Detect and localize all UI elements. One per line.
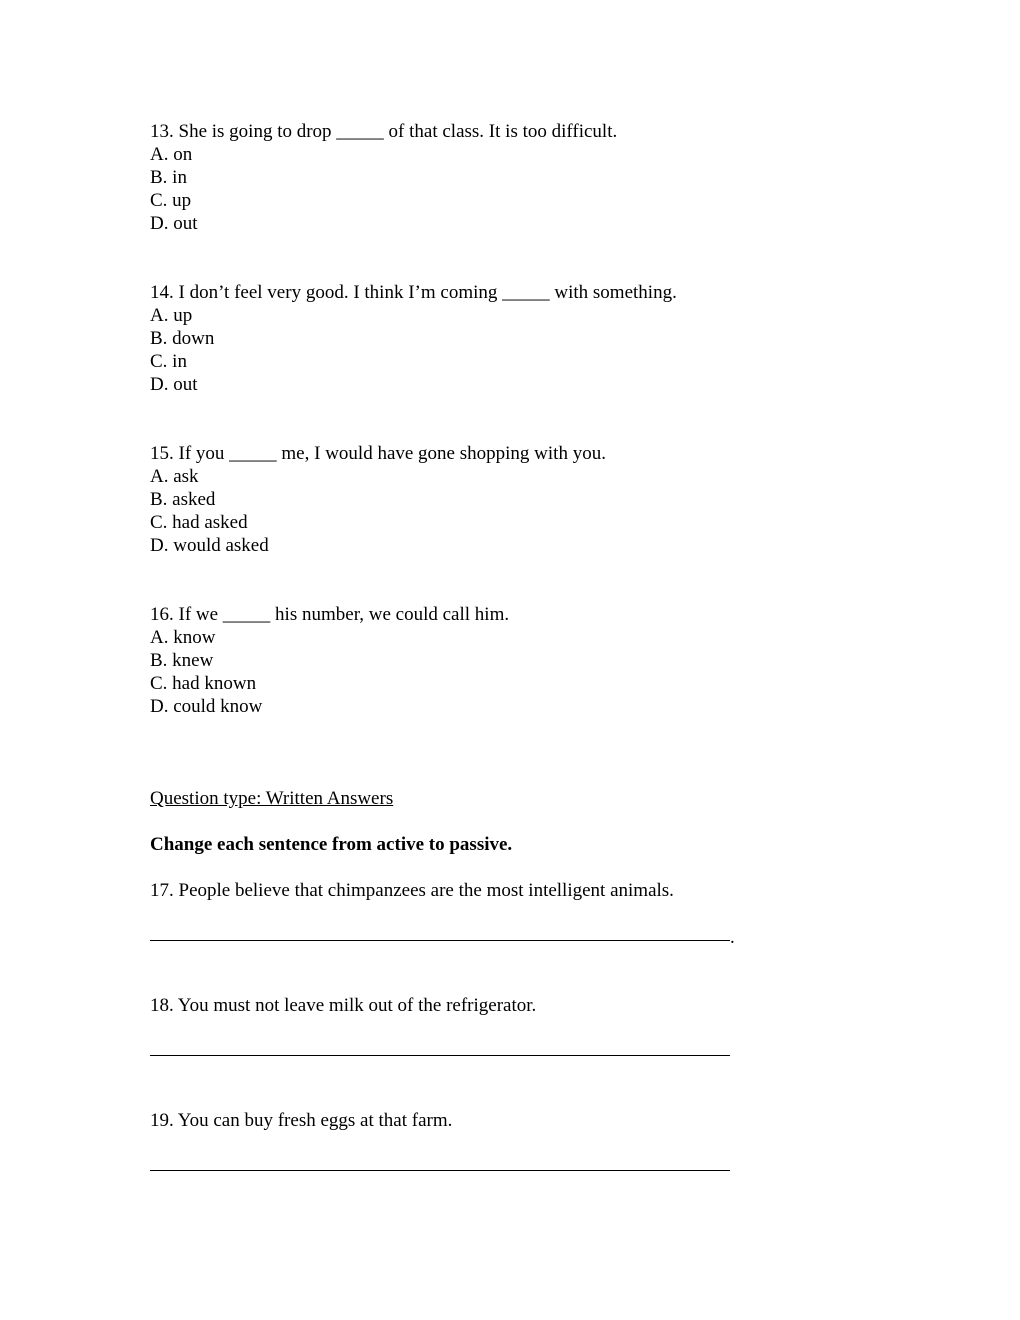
option-d: D. out [150, 374, 198, 395]
option-b: B. asked [150, 489, 216, 510]
option-b: B. in [150, 167, 187, 188]
option-d: D. out [150, 213, 198, 234]
question-17-text: 17. People believe that chimpanzees are the most intelligent animals. [150, 880, 674, 901]
option-a: A. up [150, 305, 193, 326]
option-c: C. had known [150, 673, 257, 694]
answer-rule [150, 1055, 730, 1056]
question-text: 14. I don’t feel very good. I think I’m coming _____ with something. [150, 282, 677, 303]
question-type-label: Question type: Written Answers [150, 788, 394, 809]
option-a: A. know [150, 627, 216, 648]
question-text: 16. If we _____ his number, we could call him. [150, 604, 510, 625]
option-d: D. would asked [150, 535, 269, 556]
option-c: C. up [150, 190, 192, 211]
option-a: A. ask [150, 466, 199, 487]
question-text: 13. She is going to drop _____ of that class. It is too difficult. [150, 121, 618, 142]
question-13 [150, 120, 617, 235]
question-18-text: 18. You must not leave milk out of the refrigerator. [150, 995, 537, 1016]
section-instruction: Change each sentence from active to passive. [150, 834, 513, 855]
question-16 [150, 603, 509, 718]
end-mark: . [730, 927, 735, 948]
question-text: 15. If you _____ me, I would have gone shopping with you. [150, 443, 606, 464]
option-b: B. down [150, 328, 215, 349]
option-a: A. on [150, 144, 193, 165]
option-b: B. knew [150, 650, 214, 671]
question-19-text: 19. You can buy fresh eggs at that farm. [150, 1110, 453, 1131]
option-c: C. had asked [150, 512, 248, 533]
question-14 [150, 281, 677, 396]
option-d: D. could know [150, 696, 263, 717]
option-c: C. in [150, 351, 187, 372]
answer-rule [150, 1170, 730, 1171]
question-15 [150, 442, 606, 557]
answer-rule [150, 940, 730, 941]
